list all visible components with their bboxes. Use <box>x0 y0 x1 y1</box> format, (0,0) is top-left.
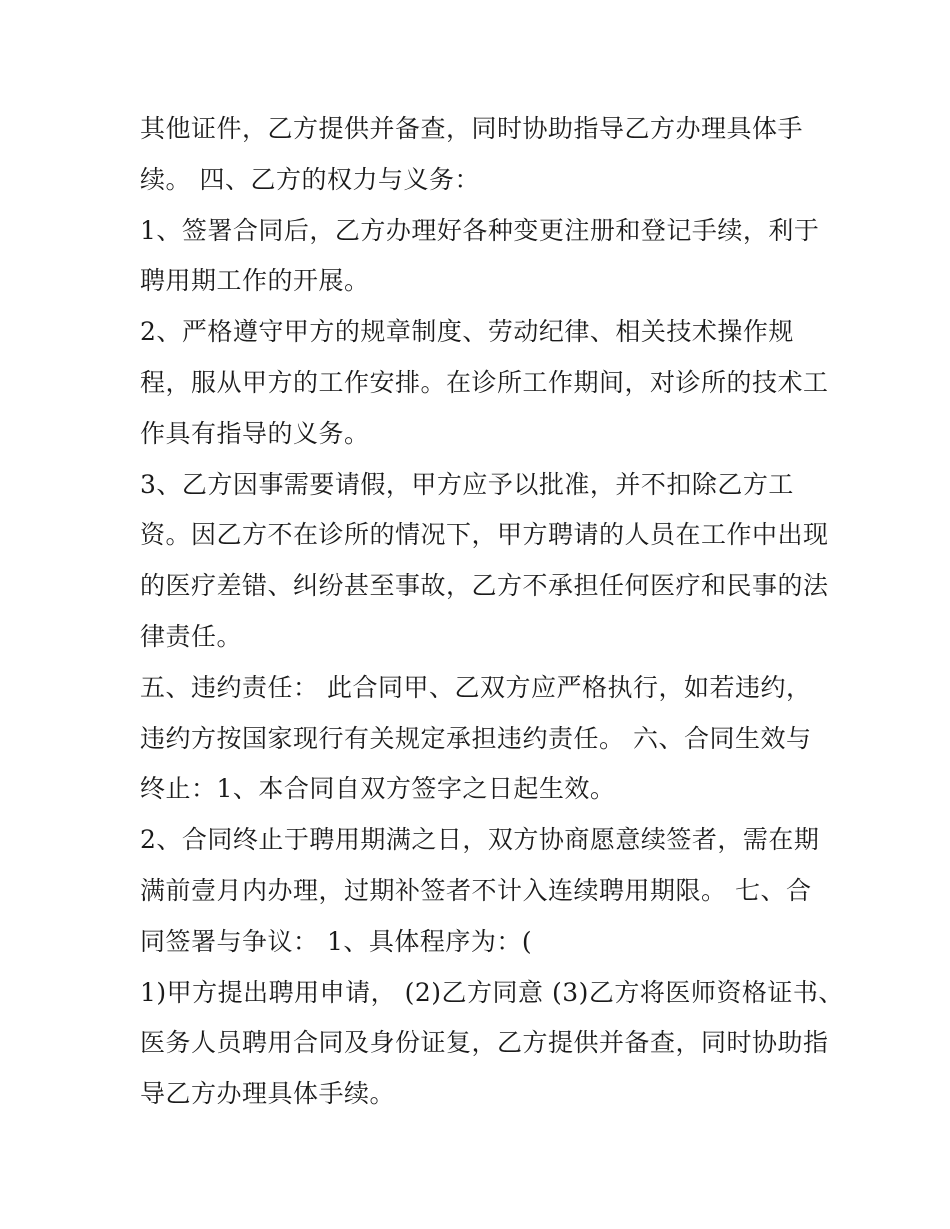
text-line-11: 律责任。 <box>140 621 243 651</box>
text-line-3: 1、签署合同后，乙方办理好各种变更注册和登记手续，利于 <box>140 215 820 245</box>
text-line-17: 同签署与争议： 1、具体程序为：( <box>140 926 533 956</box>
text-line-1: 其他证件，乙方提供并备查，同时协助指导乙方办理具体手 <box>140 114 804 143</box>
document-body <box>140 104 844 1120</box>
text-line-13: 违约方按国家现行有关规定承担违约责任。 六、合同生效与 <box>140 723 812 753</box>
text-line-7: 作具有指导的义务。 <box>140 418 370 448</box>
text-line-19: 医务人员聘用合同及身份证复，乙方提供并备查，同时协助指 <box>140 1028 829 1058</box>
text-line-6: 程，服从甲方的工作安排。在诊所工作期间，对诊所的技术工 <box>140 367 829 397</box>
text-line-16: 满前壹月内办理，过期补签者不计入连续聘用期限。 七、合 <box>140 875 812 905</box>
text-line-4: 聘用期工作的开展。 <box>140 266 370 296</box>
text-line-18: 1)甲方提出聘用申请， (2)乙方同意 (3)乙方将医师资格证书、 <box>140 977 844 1007</box>
text-line-5: 2、严格遵守甲方的规章制度、劳动纪律、相关技术操作规 <box>140 317 794 347</box>
text-line-20: 导乙方办理具体手续。 <box>140 1079 396 1109</box>
text-line-15: 2、合同终止于聘用期满之日，双方协商愿意续签者，需在期 <box>140 825 820 855</box>
text-line-12: 五、违约责任： 此合同甲、乙双方应严格执行，如若违约， <box>140 672 812 702</box>
text-line-2: 续。 四、乙方的权力与义务： <box>140 164 480 194</box>
text-line-9: 资。因乙方不在诊所的情况下，甲方聘请的人员在工作中出现 <box>140 520 829 550</box>
text-line-14: 终止：1、本合同自双方签字之日起生效。 <box>140 774 616 804</box>
text-line-8: 3、乙方因事需要请假，甲方应予以批准，并不扣除乙方工 <box>140 469 794 499</box>
text-line-10: 的医疗差错、纠纷甚至事故，乙方不承担任何医疗和民事的法 <box>140 571 829 601</box>
